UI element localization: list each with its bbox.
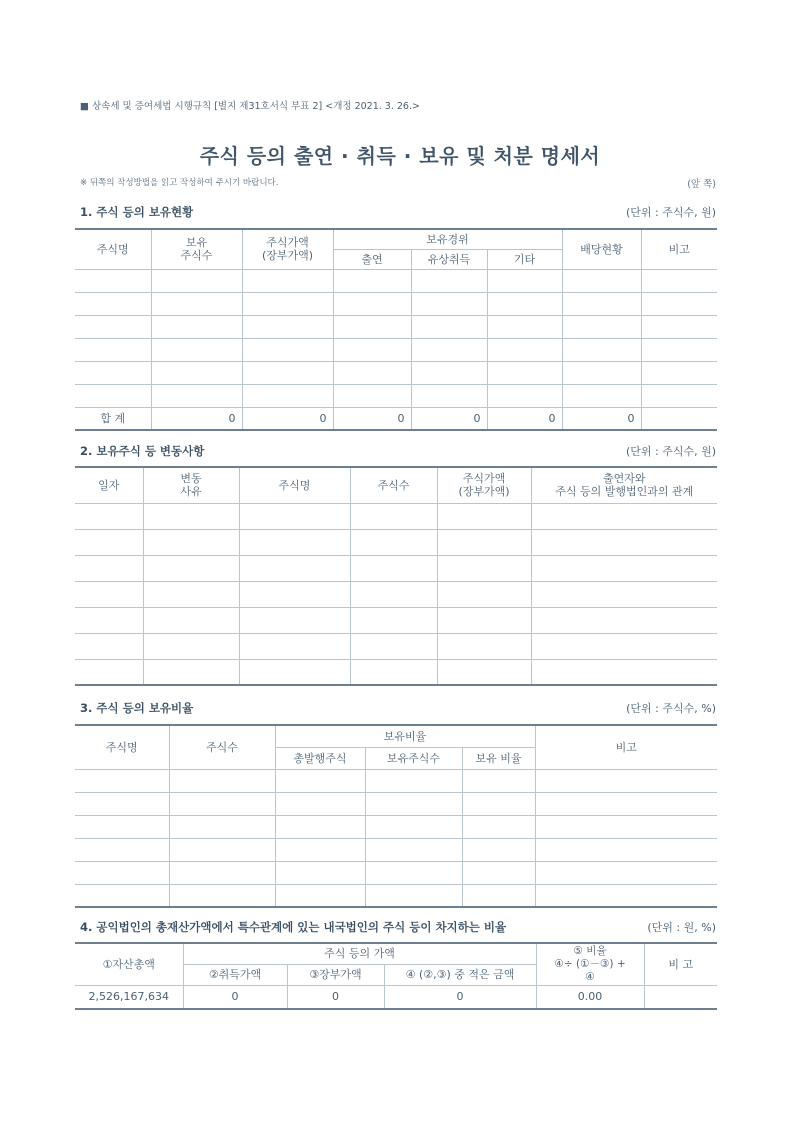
section-2-title: 2. 보유주식 등 변동사항 [80,444,205,458]
col-stock-name: 주식명 [75,229,151,269]
total-value: 0 [242,407,333,430]
col-stock-value: 주식가액 (장부가액) [437,467,531,503]
table-row [75,529,717,555]
cell-book-value: 0 [287,985,384,1009]
total-dividend: 0 [562,407,641,430]
col-remark: 비고 [641,229,717,269]
section-3-title: 3. 주식 등의 보유비율 [80,701,194,715]
table-row [75,607,717,633]
col-total-issued: 총발행주식 [275,747,365,769]
table-row [75,792,717,815]
col-ratio-formula: ⑤ 비율 ④÷ (①－③) + ④ [536,943,644,985]
col-stock-name: 주식명 [75,725,169,769]
col-remark: 비고 [535,725,717,769]
col-holding-history: 보유경위 [333,229,562,249]
total-label: 합 계 [75,407,151,430]
col-stock-name: 주식명 [239,467,350,503]
col-book-value: ③장부가액 [287,964,384,985]
col-stock-value: 주식 등의 가액 [183,943,536,964]
table-row [75,633,717,659]
table-row [75,769,717,792]
col-held-shares: 보유주식수 [365,747,462,769]
col-date: 일자 [75,467,143,503]
col-stock-value: 주식가액 (장부가액) [242,229,333,269]
page-title: 주식 등의 출연 · 취득 · 보유 및 처분 명세서 [199,144,601,168]
cell-acquisition-value: 0 [183,985,287,1009]
page-side-label: (앞 쪽) [687,179,716,190]
changes-table [75,466,717,686]
col-held-shares: 보유 주식수 [151,229,242,269]
section-3-unit: (단위 : 주식수, %) [626,702,716,715]
total-paid-acquisition: 0 [411,407,487,430]
table-row [75,315,717,338]
table-row [75,861,717,884]
instruction-note: ※ 뒤쪽의 작성방법을 읽고 작성하여 주시기 바랍니다. [80,178,279,188]
col-contribution: 출연 [333,249,411,269]
col-remark: 비 고 [644,943,717,985]
col-holding-ratio: 보유비율 [275,725,535,747]
col-holding-pct: 보유 비율 [462,747,535,769]
col-dividend: 배당현황 [562,229,641,269]
table-row [75,292,717,315]
table-row [75,338,717,361]
cell-lower-amount: 0 [384,985,536,1009]
total-other: 0 [487,407,562,430]
col-lower-amount: ④ (②,③) 중 적은 금액 [384,964,536,985]
table-row [75,884,717,907]
ratio-table [75,724,717,908]
table-row [75,555,717,581]
cell-ratio: 0.00 [536,985,644,1009]
holdings-table [75,228,717,431]
col-shares: 주식수 [350,467,437,503]
col-acquisition-value: ②취득가액 [183,964,287,985]
table-row [75,985,717,1009]
table-row [75,581,717,607]
section-1-title: 1. 주식 등의 보유현황 [80,205,194,219]
section-2-unit: (단위 : 주식수, 원) [625,445,716,458]
section-4-unit: (단위 : 원, %) [647,921,716,934]
total-shares: 0 [151,407,242,430]
col-other: 기타 [487,249,562,269]
col-relationship: 출연자와 주식 등의 발행법인과의 관계 [531,467,717,503]
table-row [75,269,717,292]
col-shares: 주식수 [169,725,275,769]
cell-total-assets: 2,526,167,634 [75,985,183,1009]
total-row [75,407,717,430]
col-change-reason: 변동 사유 [143,467,239,503]
table-row [75,659,717,685]
asset-ratio-table [75,942,717,1010]
table-row [75,361,717,384]
section-1-unit: (단위 : 주식수, 원) [625,206,716,219]
table-row [75,503,717,529]
table-row [75,838,717,861]
cell-remark [644,985,717,1009]
form-header-line: ■ 상속세 및 증여세법 시행규칙 [별지 제31호서식 부표 2] <개정 2021. 3. 26.> [80,101,420,112]
col-paid-acquisition: 유상취득 [411,249,487,269]
total-contribution: 0 [333,407,411,430]
table-row [75,384,717,407]
section-4-title: 4. 공익법인의 총재산가액에서 특수관계에 있는 내국법인의 주식 등이 차지하는 비율 [80,920,507,934]
col-total-assets: ①자산총액 [75,943,183,985]
table-row [75,815,717,838]
